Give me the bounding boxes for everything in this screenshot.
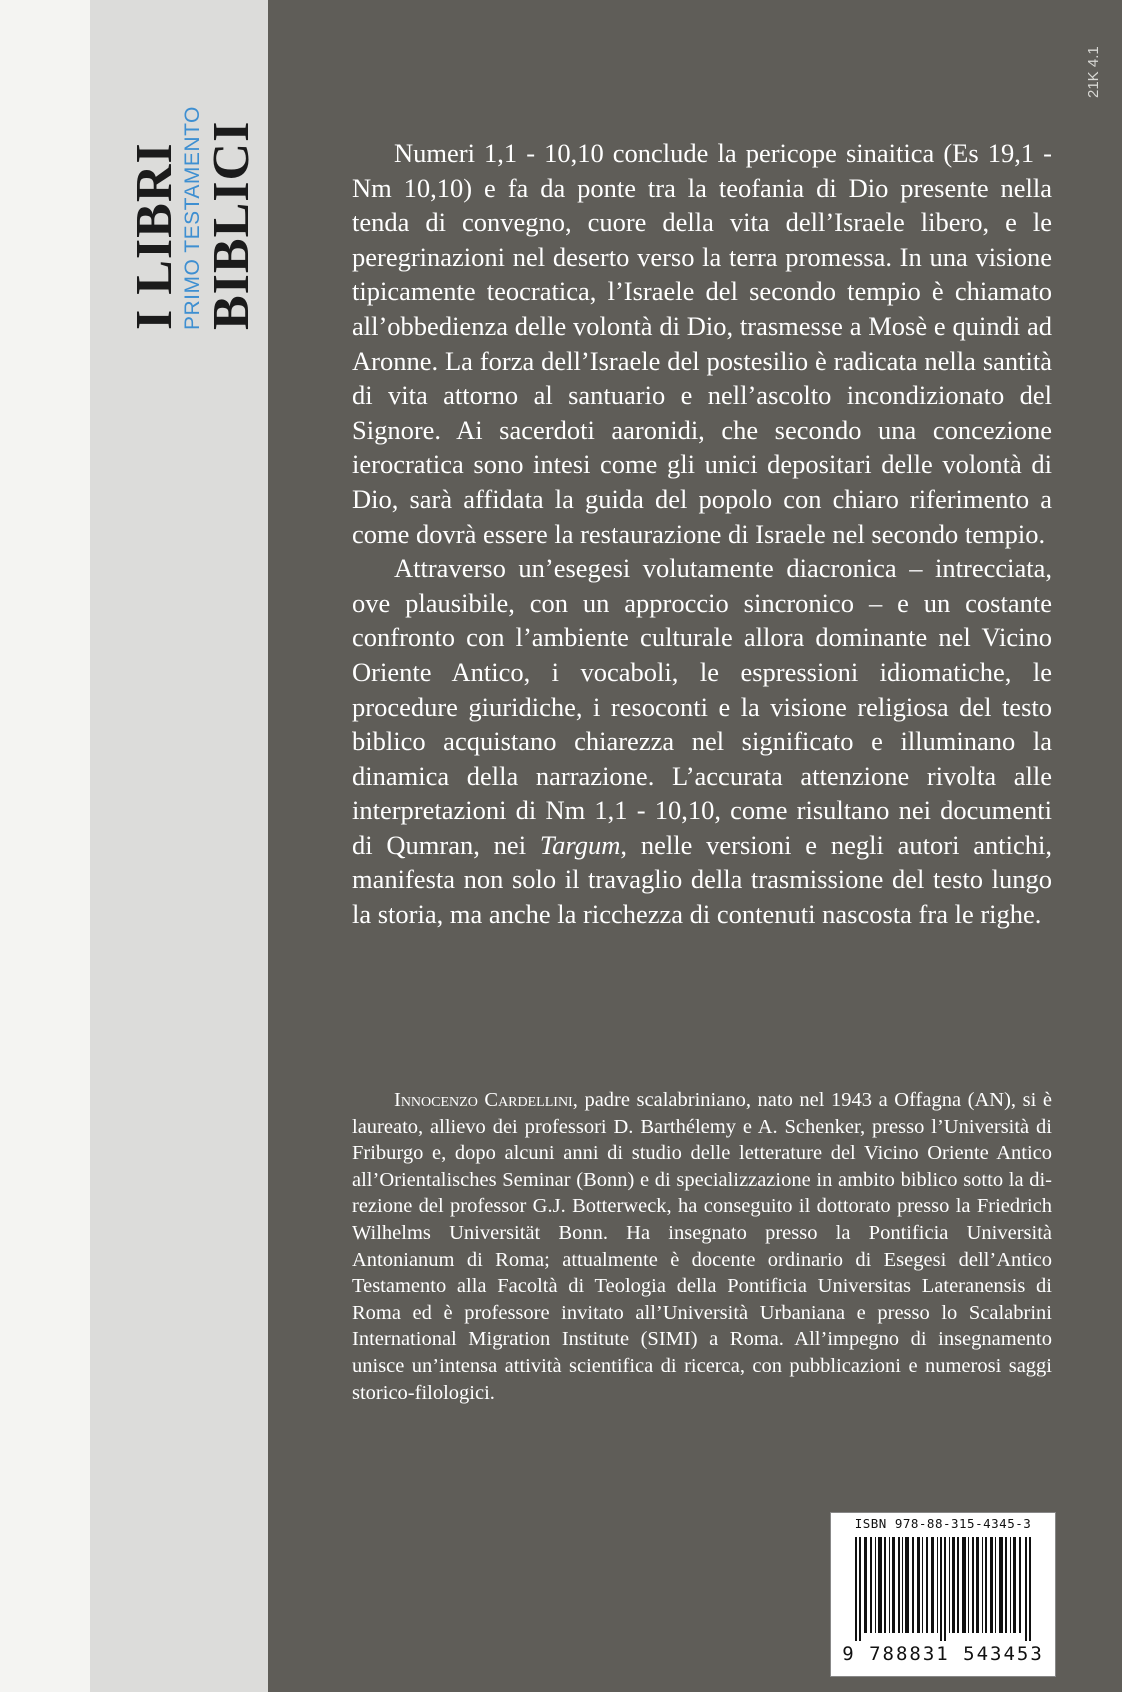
barcode-box <box>830 1512 1056 1677</box>
isbn-label: ISBN 978-88-315-4345-3 <box>854 1516 1032 1531</box>
back-cover <box>90 0 1122 1692</box>
series-logo <box>126 90 260 330</box>
author-bio-text: , padre scalabriniano, nato nel 1943 a Offagna (AN), si è laureato, allievo dei professori D. Barthélemy e A. Schenker, presso l’Università di Friburgo e, dopo alcuni anni di studio delle letterature del Vicino Oriente Antico all’Orientalisches Seminar (Bonn) e di specializzazione in ambito biblico sotto la direzione del professor G.J. Botterweck, ha conseguito il dottorato presso la Friedrich Wilhelms Universität Bonn. Ha insegnato presso la Pontificia Università Antonianum di Roma; attualmente è docente ordinario di Esegesi dell’Antico Testamento alla Facoltà di Teologia della Pontificia Universitas Lateranensis di Roma ed è professore invitato all’Università Urbaniana e presso lo Scalabrini International Migration Institute (SIMI) a Roma. All’impegno di insegnamento unisce un’intensa attività scientifica di ricerca, con pubblicazioni e numerosi saggi storico-filologici. <box>352 1089 1052 1404</box>
ean-digits: 9 788831 543453 <box>842 1643 1044 1665</box>
barcode-bars <box>851 1537 1035 1641</box>
author-name: Innocenzo Cardellini <box>394 1089 573 1111</box>
blurb-paragraph-2 <box>352 551 1052 932</box>
book-blurb <box>352 136 1052 932</box>
targum-italic: Targum <box>539 829 621 860</box>
series-subtitle: PRIMO TESTAMENTO <box>181 106 204 330</box>
series-title-line2: BIBLICI <box>203 120 260 330</box>
series-title-line1: I LIBRI <box>126 142 183 330</box>
series-band <box>90 0 268 1692</box>
blurb-paragraph-1: Numeri 1,1 - 10,10 conclude la pericope sinaitica (Es 19,1 - Nm 10,10) e fa da ponte tra la teofania di Dio presente nella tenda di convegno, cuore della vita dell’Israele libero, e le peregrinazioni nel deserto verso la terra promessa. In una visione tipicamente teocratica, l’Israele del secondo tempio è chiamato all’obbedienza delle volontà di Dio, trasmesse a Mosè e quindi ad Aronne. La forza dell’Israele del postesilio è radicata nella santità di vita attorno al santuario e nell’ascolto incondizionato del Signore. Ai sacerdoti aaronidi, che secondo una concezione ierocratica sono intesi come gli unici depositari delle volontà di Dio, sarà affidata la guida del popolo con chiaro riferimento a come dovrà essere la restaurazione di Israele nel secondo tempio. <box>352 138 1052 549</box>
blurb-paragraph-2-end: , nelle versioni e negli autori antichi, manifesta non solo il travaglio della trasmissione del testo lungo la storia, ma anche la ricchezza di contenuti nascosta fra le righe. <box>352 829 1053 930</box>
author-bio-paragraph <box>352 1087 1052 1406</box>
page-edge <box>0 0 90 1692</box>
author-bio <box>352 1087 1052 1406</box>
blurb-paragraph-2-start: Attraverso un’esegesi volutamente diacronica – intrecciata, ove plausibile, con un approccio sincronico – e un costante confronto con l’ambiente culturale allora dominante nel Vicino Oriente Antico, i vocaboli, le espressioni idiomatiche, le procedure giuridiche, i resoconti e la visione religiosa del testo biblico acquistano chiarezza nel significato e illuminano la dinamica della narrazione. L’accurata attenzione rivolta alle interpretazioni di Nm 1,1 - 10,10, come risultano nei documenti di Qumran, nei <box>352 553 1052 860</box>
catalog-code: 21K 4.1 <box>1085 46 1102 98</box>
